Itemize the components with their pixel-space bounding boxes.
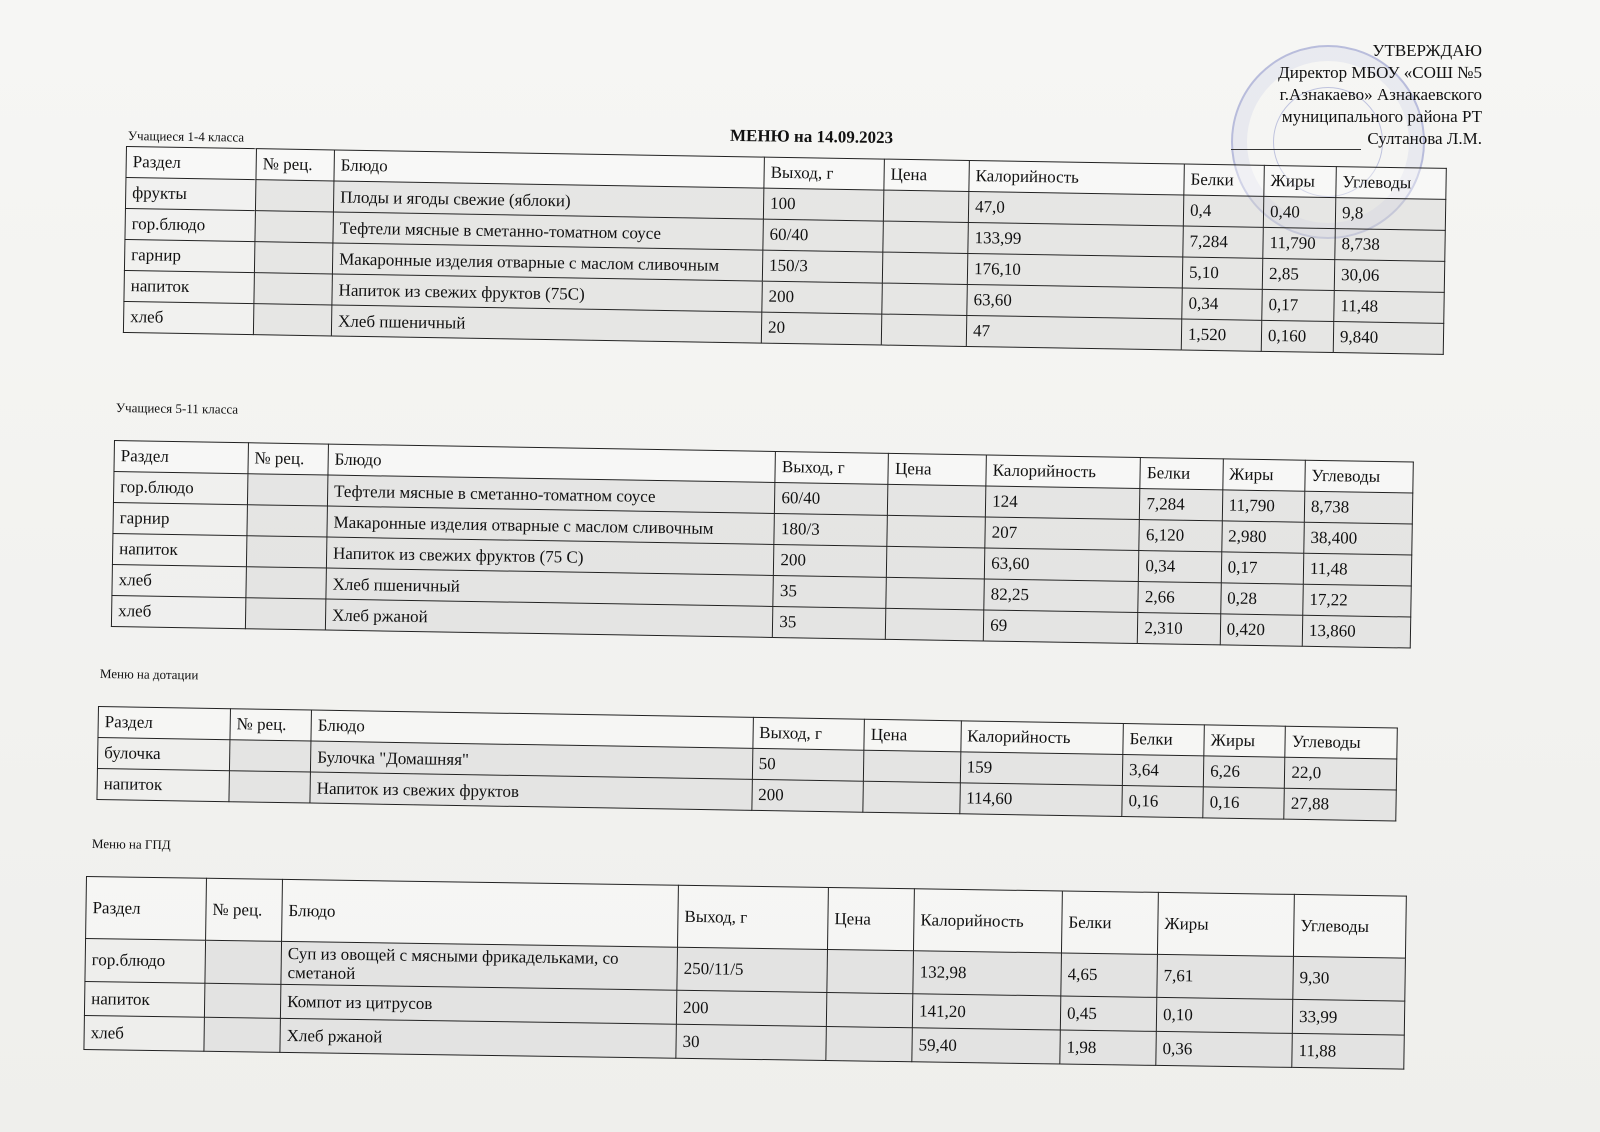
cell-dish: Напиток из свежих фруктов xyxy=(310,772,752,810)
cell-recipe xyxy=(204,983,280,1018)
cell-carbs: 30,06 xyxy=(1334,260,1444,293)
cell-carbs: 17,22 xyxy=(1303,584,1412,617)
cell-dish: Хлеб пшеничный xyxy=(331,305,761,343)
column-header-calories: Калорийность xyxy=(960,721,1123,755)
cell-price xyxy=(864,750,961,783)
approval-line: г.Азнакаево» Азнакаевского xyxy=(1279,85,1482,104)
column-header-dish: Блюдо xyxy=(311,710,753,748)
cell-carbs: 8,738 xyxy=(1335,229,1445,262)
cell-section: фрукты xyxy=(125,178,255,211)
table-body xyxy=(111,472,1412,649)
cell-dish: Хлеб пшеничный xyxy=(326,568,774,606)
column-header-fats: Жиры xyxy=(1157,892,1294,956)
cell-price xyxy=(887,515,985,548)
cell-fats: 0,28 xyxy=(1220,583,1303,615)
cell-fats: 2,85 xyxy=(1262,258,1335,290)
cell-calories: 82,25 xyxy=(984,579,1139,613)
cell-output: 50 xyxy=(752,748,864,781)
cell-output: 60/40 xyxy=(775,482,889,515)
cell-proteins: 0,34 xyxy=(1139,551,1222,583)
column-header-section: Раздел xyxy=(114,441,248,474)
cell-calories: 133,99 xyxy=(968,222,1183,257)
cell-carbs: 11,88 xyxy=(1292,1033,1404,1069)
cell-carbs: 13,860 xyxy=(1302,615,1411,648)
cell-proteins: 6,120 xyxy=(1139,520,1222,552)
cell-dish: Компот из цитрусов xyxy=(280,984,676,1024)
cell-section: хлеб xyxy=(111,595,245,628)
cell-recipe xyxy=(253,304,332,336)
column-header-price: Цена xyxy=(884,159,970,191)
cell-output: 30 xyxy=(676,1024,826,1060)
cell-dish: Хлеб ржаной xyxy=(280,1018,676,1058)
cell-section: гарнир xyxy=(124,239,254,272)
cell-proteins: 7,284 xyxy=(1140,489,1223,521)
cell-fats: 0,17 xyxy=(1262,289,1335,321)
cell-recipe xyxy=(254,273,333,305)
cell-output: 60/40 xyxy=(763,219,883,252)
cell-output: 35 xyxy=(773,575,887,608)
cell-dish: Суп из овощей с мясными фрикадельками, со сметаной xyxy=(281,941,678,990)
cell-recipe xyxy=(229,771,311,803)
cell-section: напиток xyxy=(124,270,254,303)
cell-fats: 0,17 xyxy=(1221,552,1304,584)
approval-block xyxy=(1162,40,1482,150)
cell-recipe xyxy=(255,180,334,212)
cell-dish: Напиток из свежих фруктов (75С) xyxy=(332,274,762,312)
column-header-section: Раздел xyxy=(86,877,207,941)
column-header-calories: Калорийность xyxy=(986,455,1141,489)
cell-output: 200 xyxy=(774,544,888,577)
cell-price xyxy=(888,484,986,517)
cell-price xyxy=(826,1026,912,1061)
cell-calories: 69 xyxy=(983,610,1138,644)
cell-price xyxy=(886,577,984,610)
cell-recipe xyxy=(204,1017,280,1052)
cell-carbs: 38,400 xyxy=(1304,522,1413,555)
cell-section: гор.блюдо xyxy=(113,472,247,505)
cell-dish: Тефтели мясные в сметанно-томатном соусе xyxy=(327,475,775,513)
cell-calories: 59,40 xyxy=(912,1028,1060,1064)
cell-price xyxy=(883,221,969,253)
cell-output: 150/3 xyxy=(762,250,882,283)
cell-price xyxy=(886,608,984,641)
column-header-proteins: Белки xyxy=(1061,891,1158,954)
cell-price xyxy=(827,950,914,994)
cell-dish: Макаронные изделия отварные с маслом сливочным xyxy=(332,243,762,281)
cell-price xyxy=(887,546,985,579)
column-header-fats: Жиры xyxy=(1204,725,1286,757)
cell-proteins: 1,520 xyxy=(1181,319,1262,351)
column-header-section: Раздел xyxy=(126,147,256,180)
cell-fats: 2,980 xyxy=(1221,521,1304,553)
cell-carbs: 8,738 xyxy=(1304,491,1413,524)
cell-fats: 7,61 xyxy=(1157,954,1294,999)
cell-calories: 114,60 xyxy=(959,783,1122,817)
cell-dish: Напиток из свежих фруктов (75 С) xyxy=(326,537,774,575)
cell-recipe xyxy=(255,211,334,243)
cell-dish: Тефтели мясные в сметанно-томатном соусе xyxy=(333,212,763,250)
cell-section: гор.блюдо xyxy=(125,208,255,241)
table-caption: Меню на ГПД xyxy=(91,836,171,853)
cell-section: напиток xyxy=(84,981,204,1017)
column-header-carbs: Углеводы xyxy=(1293,894,1406,958)
cell-proteins: 5,10 xyxy=(1182,257,1263,289)
column-header-recipe: № рец. xyxy=(230,709,312,741)
cell-fats: 0,420 xyxy=(1220,614,1303,646)
cell-section: напиток xyxy=(97,768,229,801)
cell-calories: 176,10 xyxy=(967,253,1182,288)
cell-fats: 0,36 xyxy=(1156,1031,1292,1067)
cell-carbs: 9,840 xyxy=(1333,322,1443,355)
cell-calories: 132,98 xyxy=(913,951,1062,996)
cell-calories: 159 xyxy=(960,752,1123,786)
cell-calories: 63,60 xyxy=(984,548,1139,582)
cell-section: хлеб xyxy=(112,564,246,597)
cell-fats: 0,16 xyxy=(1203,787,1285,819)
cell-fats: 0,160 xyxy=(1261,320,1334,352)
cell-price xyxy=(882,252,968,284)
cell-output: 35 xyxy=(773,606,887,639)
approval-line: муниципального района РТ xyxy=(1281,107,1482,126)
column-header-dish: Блюдо xyxy=(328,444,776,482)
cell-price xyxy=(881,314,967,346)
cell-calories: 47 xyxy=(966,315,1181,350)
cell-carbs: 33,99 xyxy=(1292,999,1404,1035)
cell-dish: Макаронные изделия отварные с маслом сливочным xyxy=(327,506,775,544)
column-header-price: Цена xyxy=(888,453,986,486)
table-caption: Учащиеся 1-4 класса xyxy=(127,128,245,145)
cell-carbs: 11,48 xyxy=(1334,291,1444,324)
cell-output: 250/11/5 xyxy=(677,947,828,992)
cell-recipe xyxy=(254,242,333,274)
cell-carbs: 9,30 xyxy=(1293,956,1406,1001)
approval-line: УТВЕРЖДАЮ xyxy=(1372,41,1482,60)
cell-recipe xyxy=(205,940,282,984)
cell-proteins: 3,64 xyxy=(1122,754,1204,786)
cell-carbs: 11,48 xyxy=(1303,553,1412,586)
cell-fats: 11,790 xyxy=(1222,490,1305,522)
cell-recipe xyxy=(246,567,327,599)
cell-section: булочка xyxy=(97,738,229,771)
cell-proteins: 4,65 xyxy=(1061,953,1158,997)
approval-signature-line xyxy=(1162,128,1482,150)
cell-recipe xyxy=(247,474,328,506)
cell-recipe xyxy=(245,598,326,630)
column-header-output: Выход, г xyxy=(775,451,889,484)
cell-calories: 63,60 xyxy=(967,284,1182,319)
cell-recipe xyxy=(229,740,311,772)
column-header-calories: Калорийность xyxy=(969,160,1184,195)
cell-proteins: 0,45 xyxy=(1060,996,1156,1031)
column-header-fats: Жиры xyxy=(1264,165,1337,197)
cell-output: 200 xyxy=(751,779,863,812)
table-caption: Меню на дотации xyxy=(99,666,199,683)
column-header-fats: Жиры xyxy=(1222,459,1305,491)
page-title: МЕНЮ на 14.09.2023 xyxy=(729,125,894,148)
column-header-carbs: Углеводы xyxy=(1285,726,1397,759)
cell-section: хлеб xyxy=(84,1015,204,1051)
column-header-recipe: № рец. xyxy=(256,149,335,181)
menu-table xyxy=(123,146,1447,355)
menu-table xyxy=(96,706,1397,822)
table-body xyxy=(84,939,1406,1070)
menu-table xyxy=(111,440,1414,649)
column-header-carbs: Углеводы xyxy=(1305,460,1414,493)
cell-price xyxy=(882,283,968,315)
column-header-price: Цена xyxy=(827,888,914,951)
cell-output: 200 xyxy=(676,990,826,1026)
cell-section: напиток xyxy=(112,533,246,566)
cell-fats: 0,10 xyxy=(1156,997,1292,1033)
column-header-recipe: № рец. xyxy=(206,878,283,941)
cell-recipe xyxy=(247,505,328,537)
column-header-output: Выход, г xyxy=(752,717,864,750)
column-header-calories: Калорийность xyxy=(913,889,1062,953)
cell-price xyxy=(826,993,912,1028)
cell-output: 200 xyxy=(762,281,882,314)
cell-proteins: 0,34 xyxy=(1182,288,1263,320)
cell-proteins: 7,284 xyxy=(1183,226,1264,258)
cell-fats: 0,40 xyxy=(1263,196,1336,228)
cell-dish: Хлеб ржаной xyxy=(325,599,773,637)
cell-output: 100 xyxy=(763,188,883,221)
cell-section: гарнир xyxy=(113,502,247,535)
cell-proteins: 0,16 xyxy=(1122,785,1204,817)
menu-table xyxy=(83,876,1406,1070)
cell-output: 20 xyxy=(761,312,881,345)
cell-section: хлеб xyxy=(123,301,253,334)
cell-recipe xyxy=(246,536,327,568)
approval-signer: Султанова Л.М. xyxy=(1367,129,1482,148)
cell-calories: 47,0 xyxy=(968,191,1183,226)
signature-underline xyxy=(1231,149,1361,150)
cell-fats: 6,26 xyxy=(1203,756,1285,788)
cell-section: гор.блюдо xyxy=(85,939,206,984)
cell-carbs: 27,88 xyxy=(1284,788,1396,821)
column-header-proteins: Белки xyxy=(1140,458,1223,490)
cell-price xyxy=(863,781,960,814)
cell-carbs: 9,8 xyxy=(1335,198,1445,231)
cell-proteins: 2,310 xyxy=(1138,613,1221,645)
table-body xyxy=(123,178,1445,355)
column-header-price: Цена xyxy=(864,719,961,752)
cell-calories: 141,20 xyxy=(912,994,1060,1030)
cell-proteins: 0,4 xyxy=(1183,195,1264,227)
cell-carbs: 22,0 xyxy=(1285,757,1397,790)
cell-proteins: 1,98 xyxy=(1060,1030,1156,1065)
column-header-output: Выход, г xyxy=(764,157,884,190)
cell-calories: 207 xyxy=(985,517,1140,551)
cell-dish: Булочка "Домашняя" xyxy=(311,741,753,779)
column-header-proteins: Белки xyxy=(1123,724,1205,756)
cell-dish: Плоды и ягоды свежие (яблоки) xyxy=(333,181,763,219)
column-header-dish: Блюдо xyxy=(282,879,679,947)
table-caption: Учащиеся 5-11 класса xyxy=(115,400,239,417)
cell-output: 180/3 xyxy=(774,513,888,546)
cell-proteins: 2,66 xyxy=(1138,582,1221,614)
approval-line: Директор МБОУ «СОШ №5 xyxy=(1278,63,1482,82)
cell-price xyxy=(883,190,969,222)
cell-calories: 124 xyxy=(985,486,1140,520)
column-header-dish: Блюдо xyxy=(334,150,764,188)
column-header-recipe: № рец. xyxy=(248,443,329,475)
column-header-section: Раздел xyxy=(98,707,230,740)
column-header-carbs: Углеводы xyxy=(1336,167,1446,200)
column-header-output: Выход, г xyxy=(678,885,829,949)
column-header-proteins: Белки xyxy=(1184,164,1265,196)
cell-fats: 11,790 xyxy=(1263,227,1336,259)
